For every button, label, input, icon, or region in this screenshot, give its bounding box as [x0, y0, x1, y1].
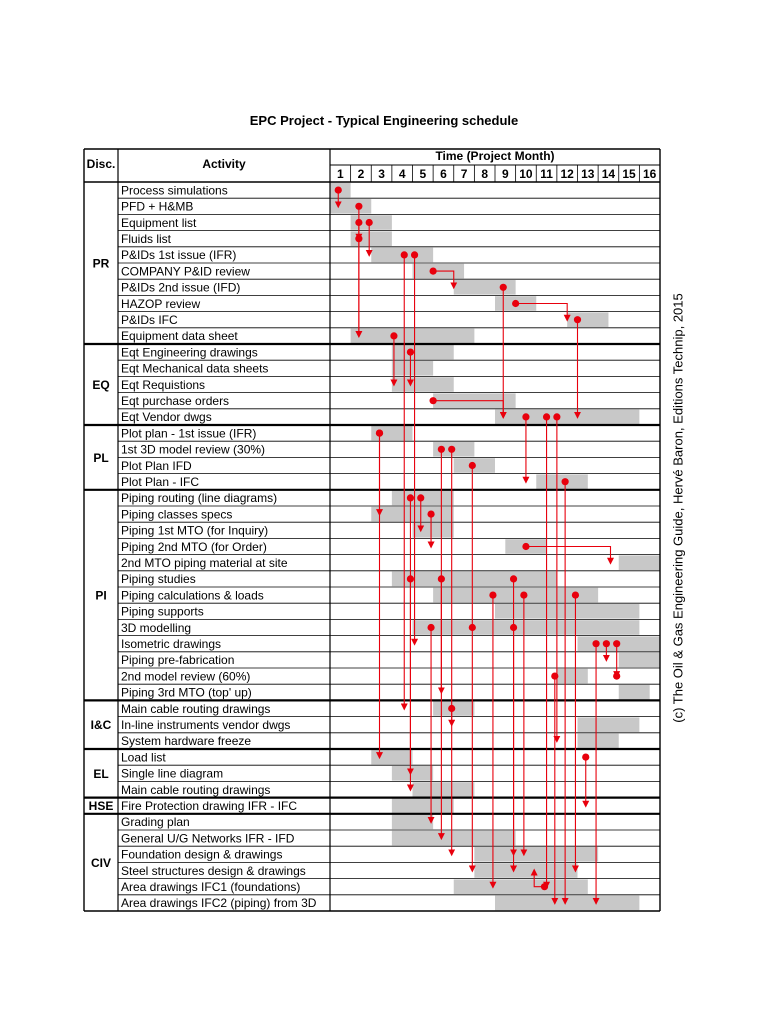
- activity-bar: [413, 782, 475, 797]
- link-dot: [469, 624, 476, 631]
- link-dot: [613, 673, 620, 680]
- activity-name: Area drawings IFC2 (piping) from 3D: [121, 896, 317, 911]
- discipline-label: CIV: [90, 855, 112, 870]
- discipline-label: HSE: [88, 799, 114, 814]
- activity-name: Piping pre-fabrication: [121, 653, 235, 668]
- activity-name: PFD + H&MB: [121, 199, 194, 214]
- activity-name: In-line instruments vendor dwgs: [121, 718, 291, 732]
- copyright-text: (c) The Oil & Gas Engineering Guide, Hervé Baron, Editions Technip, 2015: [670, 293, 686, 723]
- activity-name: Eqt purchase orders: [121, 394, 230, 408]
- discipline-label: I&C: [90, 718, 112, 733]
- activity-name: Fluids list: [121, 232, 172, 246]
- activity-name: Eqt Vendor dwgs: [121, 410, 212, 425]
- month-label: 16: [643, 167, 657, 181]
- activity-bar: [392, 572, 557, 587]
- activity-name: Piping supports: [121, 604, 204, 619]
- activity-name: Piping calculations & loads: [121, 588, 264, 603]
- activity-name: Single line diagram: [121, 766, 224, 781]
- activity-bar: [578, 717, 640, 732]
- activity-bar: [392, 766, 433, 781]
- month-label: 13: [581, 167, 595, 181]
- activity-name: Area drawings IFC1 (foundations): [121, 880, 301, 894]
- activity-name: Plot Plan IFD: [121, 458, 192, 473]
- activity-name: Piping 3rd MTO (top' up): [121, 685, 252, 700]
- activity-bar: [351, 329, 475, 344]
- activity-name: Piping 2nd MTO (for Order): [121, 539, 267, 554]
- activity-bar: [578, 734, 619, 749]
- activity-name: 2nd MTO piping material at site: [121, 556, 288, 570]
- activity-bar: [392, 798, 454, 813]
- header-discipline: Disc.: [86, 157, 116, 171]
- activity-bar: [495, 410, 639, 425]
- activity-bar: [330, 199, 371, 214]
- activity-name: P&IDs IFC: [121, 313, 178, 327]
- month-label: 7: [460, 167, 468, 181]
- activity-bar: [495, 604, 639, 619]
- activity-name: P&IDs 2nd issue (IFD): [121, 280, 241, 295]
- activity-name: Load list: [121, 750, 166, 765]
- discipline-label: PI: [95, 588, 107, 603]
- activity-name: Piping 1st MTO (for Inquiry): [121, 523, 269, 538]
- month-label: 9: [501, 167, 509, 181]
- page-title: EPC Project - Typical Engineering schedule: [249, 113, 519, 128]
- activity-name: HAZOP review: [121, 296, 201, 311]
- activity-name: 2nd model review (60%): [121, 669, 251, 684]
- discipline-label: PL: [93, 450, 109, 465]
- activity-bar: [619, 685, 650, 700]
- activity-name: Equipment list: [121, 215, 197, 230]
- activity-bar: [474, 863, 577, 878]
- discipline-label: EL: [93, 766, 109, 781]
- activity-bar: [557, 669, 588, 684]
- activity-name: Plot plan - 1st issue (IFR): [121, 426, 257, 441]
- activity-name: Eqt Mechanical data sheets: [121, 361, 269, 376]
- month-label: 2: [357, 167, 365, 181]
- activity-bar: [567, 312, 608, 327]
- discipline-label: EQ: [92, 378, 110, 392]
- activity-name: 1st 3D model review (30%): [121, 442, 266, 457]
- activity-name: COMPANY P&ID review: [121, 264, 250, 279]
- activity-bar: [392, 831, 516, 846]
- activity-name: General U/G Networks IFR - IFD: [121, 831, 295, 846]
- header-activity: Activity: [202, 157, 246, 171]
- activity-bar: [619, 555, 660, 570]
- activity-name: Plot Plan - IFC: [121, 475, 200, 489]
- activity-name: Steel structures design & drawings: [121, 863, 306, 878]
- activity-name: Foundation design & drawings: [121, 847, 283, 862]
- activity-name: P&IDs 1st issue (IFR): [121, 248, 237, 263]
- activity-name: Main cable routing drawings: [121, 782, 271, 797]
- activity-name: Isometric drawings: [121, 637, 222, 651]
- month-label: 4: [398, 167, 406, 181]
- month-label: 12: [560, 167, 574, 181]
- activity-name: Eqt Engineering drawings: [121, 345, 258, 360]
- activity-name: Eqt Requistions: [121, 377, 206, 392]
- month-label: 6: [440, 167, 447, 181]
- activity-bar: [454, 879, 588, 894]
- activity-bar: [392, 345, 454, 360]
- month-label: 15: [622, 167, 636, 181]
- activity-name: System hardware freeze: [121, 734, 252, 749]
- activity-name: Process simulations: [121, 183, 228, 198]
- month-label: 5: [419, 167, 427, 181]
- activity-bar: [619, 653, 660, 668]
- activity-name: Grading plan: [121, 815, 190, 830]
- discipline-label: PR: [92, 256, 110, 271]
- activity-bar: [413, 523, 454, 538]
- activity-bar: [392, 377, 454, 392]
- activity-name: Piping classes specs: [121, 507, 233, 522]
- activity-name: Equipment data sheet: [121, 329, 238, 344]
- activity-bar: [413, 620, 640, 635]
- month-label: 1: [336, 167, 344, 181]
- month-label: 3: [378, 167, 385, 181]
- activity-bar: [495, 896, 639, 911]
- month-label: 8: [481, 167, 489, 181]
- month-label: 14: [601, 167, 616, 181]
- activity-name: Main cable routing drawings: [121, 701, 271, 716]
- activity-name: Piping routing (line diagrams): [121, 491, 278, 506]
- activity-bar: [392, 361, 433, 376]
- month-label: 11: [540, 167, 553, 181]
- header-time: Time (Project Month): [435, 149, 555, 163]
- activity-name: Piping studies: [121, 572, 196, 587]
- activity-bar: [392, 815, 433, 830]
- month-label: 10: [519, 167, 533, 181]
- activity-name: 3D modelling: [121, 620, 192, 635]
- activity-name: Fire Protection drawing IFR - IFC: [121, 799, 298, 813]
- activity-bar: [371, 750, 412, 765]
